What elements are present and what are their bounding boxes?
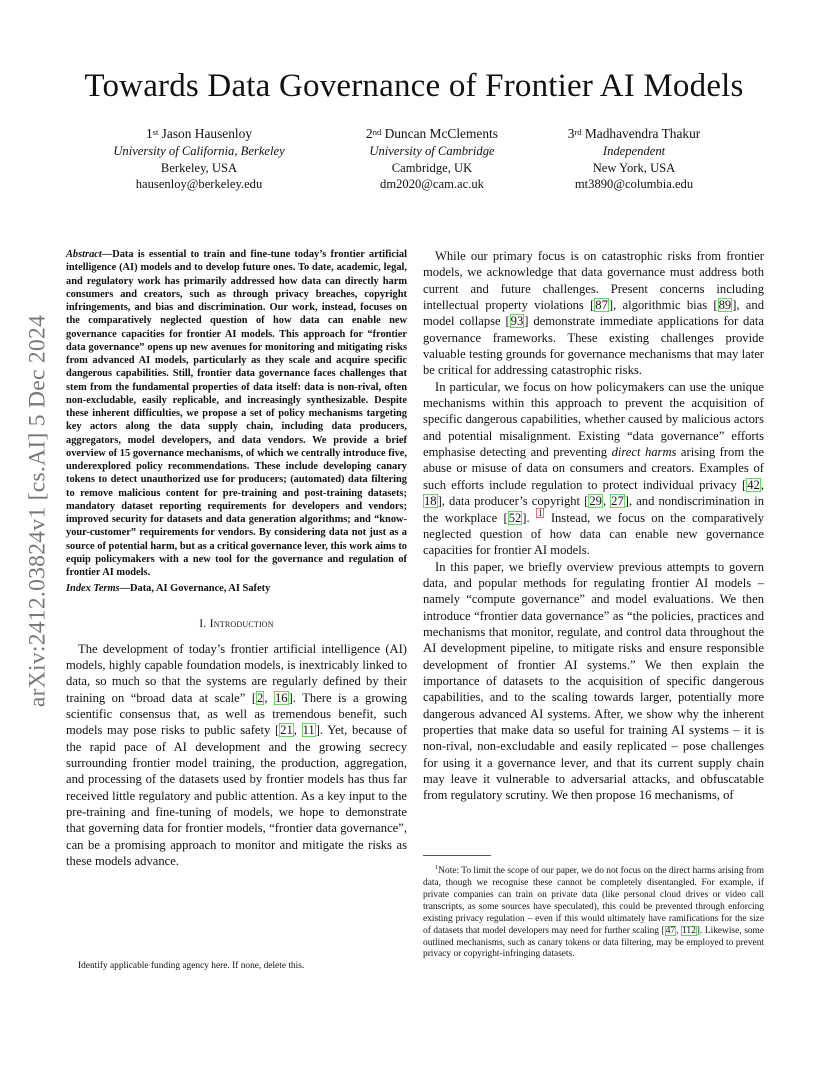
text-span: ]. Likewise, some outlined mechanisms, such as canary tokens or data filtering, may be employed to prevent privacy or copyright-infringing datasets. xyxy=(423,925,764,960)
text-span: The development of today’s frontier artificial intelligence (AI) models, highly capable foundation models, is inextricably linked to data, so much so that the systems are regularly defined by their training on “broad data at scale” [ xyxy=(66,641,407,705)
index-terms-label: Index Terms xyxy=(66,583,120,595)
citation-link[interactable]: 112 xyxy=(682,925,696,936)
text-span: arising from the abuse or misuse of data on consumers and creators. Examples of such efforts include regulation to protect individual privacy [ xyxy=(423,445,765,492)
author-email[interactable]: dm2020@cam.ac.uk xyxy=(380,177,484,192)
intro-paragraph xyxy=(66,641,407,870)
footnote xyxy=(423,862,764,961)
text-span: , xyxy=(293,723,302,738)
index-terms: Index Terms—Data, AI Governance, AI Safety xyxy=(66,583,271,595)
body-paragraph: In this paper, we briefly overview previous attempts to govern data, and popular methods for regulating frontier AI models – namely “compute governance” and model evaluations. We then introduce “frontier data governance” as “the policies, practices and mechanisms that monitor, regulate, and control data throughout the AI development pipeline, to mitigate risks and ensure responsible development of frontier AI systems.” We then explain the importance of datasets to the acquisition of specific dangerous capabilities, and to the scaling towards larger, potentially more dangerous advanced AI systems. After, we show why the inherent properties that make data so useful for training AI systems – it is non-rival, non-excludable and easily replicated – pose challenges for using it a governance lever, and that its current supply chain may leave it vulnerable to adversarial attacks, and obfuscatable from regulatory scrutiny. We then propose 16 mechanisms, of xyxy=(423,559,764,803)
author-1 xyxy=(69,126,329,193)
text-span: ], data producer’s copyright [ xyxy=(437,494,589,509)
author-location: Berkeley, USA xyxy=(160,160,238,175)
text-span: In particular, we focus on how policymakers can use the unique mechanisms within this approach to prevent the acquisition of specific dangerous capabilities, whether caused by malicious actors and potential misalignment. Existing “data governance” efforts emphasise detecting and preventing xyxy=(423,379,764,460)
text-span: , xyxy=(602,494,611,509)
right-column xyxy=(423,248,764,804)
author-ordinal-suffix: st xyxy=(152,127,159,137)
abstract-text: Data is essential to train and fine-tune today’s frontier artificial intelligence (AI) models and to develop future ones. To date, academic, legal, and regulatory work has primarily addressed how data can directly harm consumers and creators, such as through privacy breaches, copyright infringements, and bias and discrimination. Our work, instead, focuses on the comparatively neglected question of how data can enable new governance capacities for frontier AI models. This approach for “frontier data governance” opens up new avenues for monitoring and mitigating risks from advanced AI models, particularly as they scale and acquire specific dangerous capabilities. Still, frontier data governance faces challenges that stem from the fundamental properties of data itself: data is non-rival, often non-excludable, easily replicable, and increasingly synthesizable. Despite these inherent difficulties, we propose a set of policy mechanisms targeting key actors along the data supply chain, including data producers, aggregators, model developers, and data vendors. We provide a brief overview of 15 governance mechanisms, of which we centrally introduce five, underexplored policy recommendations. These include developing canary tokens to detect unauthorized use for producers; (automated) data filtering to remove malicious content for pre-training and post-training datasets; mandatory dataset reporting requirements for developers and vendors; improved security for datasets and data generation algorithms; and “know-your-customer” requirements for vendors. By considering data not just as a source of potential harm, but as a critical governance lever, this work aims to equip policymakers with a new tool for the governance and regulation of frontier AI models. xyxy=(66,249,407,578)
author-name: Duncan McClements xyxy=(384,126,498,141)
author-ordinal: 1 xyxy=(145,126,153,141)
section-title: Introduction xyxy=(209,615,274,630)
author-ordinal-suffix: rd xyxy=(574,127,582,137)
author-ordinal: 3 xyxy=(567,126,575,141)
text-span: Instead, we focus on the comparatively neglected question of how data can enable new governance capacities for frontier AI models. xyxy=(423,510,764,558)
paper-title: Towards Data Governance of Frontier AI Models xyxy=(84,68,744,104)
author-affiliation: University of Cambridge xyxy=(369,143,495,158)
citation-link[interactable]: 29 xyxy=(589,494,602,509)
citation-link[interactable]: 47 xyxy=(665,925,676,936)
index-terms-text: Data, AI Governance, AI Safety xyxy=(130,583,271,595)
body-paragraph xyxy=(423,379,764,559)
text-span: While our primary focus is on catastrophic risks from frontier models, we acknowledge that data governance must address both current and future challenges. Present concerns including intellectual property violations [ xyxy=(423,249,764,313)
citation-link[interactable]: 2 xyxy=(257,690,264,705)
author-affiliation: Independent xyxy=(602,143,666,158)
citation-link[interactable]: 42 xyxy=(747,477,760,492)
text-span: , xyxy=(760,477,764,492)
citation-link[interactable]: 52 xyxy=(508,510,522,525)
text-span: ], and model collapse [ xyxy=(423,298,764,329)
citation-link[interactable]: 21 xyxy=(280,723,293,738)
text-span: ] demonstrate immediate applications for data governance frameworks. These existing challenges provide valuable testing grounds for governance mechanisms that may later be critical for addressing catastrophic risks. xyxy=(423,314,765,378)
author-email[interactable]: hausenloy@berkeley.edu xyxy=(135,177,263,192)
author-3 xyxy=(504,126,764,193)
citation-link[interactable]: 16 xyxy=(274,690,288,705)
text-span: , xyxy=(676,925,682,936)
citation-link[interactable]: 93 xyxy=(510,314,524,329)
citation-link[interactable]: 11 xyxy=(302,723,315,738)
text-span: Note: To limit the scope of our paper, we do not focus on the direct harms arising from data, though we recognise these cannot be completely disentangled. For example, if private companies can train on private data (like personal cloud drives or video call transcripts, as some sources have speculated), this could be prevented through enforcing existing privacy regulation – even if this would ultimately have ramifications for the size of datasets that model developers may need for further scaling [ xyxy=(423,866,764,936)
arxiv-stamp-text: arXiv:2412.03824v1 [cs.AI] 5 Dec 2024 xyxy=(24,314,51,707)
text-span: ], algorithmic bias [ xyxy=(608,298,718,313)
citation-link[interactable]: 87 xyxy=(595,298,608,313)
author-block xyxy=(0,126,828,198)
citation-link[interactable]: 18 xyxy=(424,494,437,509)
author-email[interactable]: mt3890@columbia.edu xyxy=(574,177,694,192)
section-number: I. xyxy=(199,615,207,630)
text-span: ]. xyxy=(522,510,536,525)
author-location: Cambridge, UK xyxy=(391,160,473,175)
citation-link[interactable]: 89 xyxy=(718,298,732,313)
text-span: ]. Yet, because of the rapid pace of AI development and the growing secrecy surrounding frontier model training, the production, aggregation, and processing of the datasets used by frontier models has thus far received little regulatory and public attention. As a key input to the pre-training and fine-tuning of models, we hope to demonstrate that governing data for frontier models, “frontier data governance”, can be a promising approach to monitor and mitigate the risks as these models advance. xyxy=(66,723,408,868)
author-name: Madhavendra Thakur xyxy=(584,126,701,141)
emphasis-text: direct harms xyxy=(611,445,677,460)
author-name: Jason Hausenloy xyxy=(161,126,253,141)
author-ordinal: 2 xyxy=(366,126,373,141)
arxiv-stamp[interactable] xyxy=(20,258,56,763)
text-span: ]. There is a growing scientific consensus that, as well as tremendous benefit, such models may pose risks to public safety [ xyxy=(66,690,408,738)
author-location: New York, USA xyxy=(592,160,676,175)
footnote-link[interactable]: 1 xyxy=(537,508,543,519)
left-column xyxy=(66,248,407,869)
text-span: ], and nondiscrimination in the workplace [ xyxy=(423,494,764,525)
author-affiliation: University of California, Berkeley xyxy=(113,143,285,158)
footnote-divider xyxy=(423,855,491,856)
text-span: , xyxy=(264,690,274,705)
abstract: Abstract—Data is essential to train and fine-tune today’s frontier artificial intelligence (AI) models and to develop future ones. To date, academic, legal, and regulatory work has primarily addressed how data can directly harm consumers and creators, such as through privacy breaches, copyright infringements, and bias and discrimination. Our work, instead, focuses on the comparatively neglected question of how data can enable new governance capacities for frontier AI models. This approach for “frontier data governance” opens up new avenues for monitoring and mitigating risks from advanced AI models, particularly as they scale and acquire specific dangerous capabilities. Still, frontier data governance faces challenges that stem from the fundamental properties of data itself: data is non-rival, often non-excludable, easily replicable, and increasingly synthesizable. Despite these inherent difficulties, we propose a set of policy mechanisms targeting key actors along the data supply chain, including data producers, aggregators, model developers, and data vendors. We provide a brief overview of 15 governance mechanisms, of which we centrally introduce five, underexplored policy recommendations. These include developing canary tokens to detect unauthorized use for producers; (automated) data filtering to remove malicious content for pre-training and post-training datasets; mandatory dataset reporting requirements for developers and vendors; improved security for datasets and data generation algorithms; and “know-your-customer” requirements for vendors. By considering data not just as a source of potential harm, but as a critical governance lever, this work aims to equip policymakers with a new tool for the governance and regulation of frontier AI models. xyxy=(66,249,407,578)
funding-note: Identify applicable funding agency here. If none, delete this. xyxy=(78,961,305,971)
body-paragraph xyxy=(423,248,764,379)
section-heading xyxy=(66,616,407,631)
footnote-mark: 1 xyxy=(435,864,439,871)
citation-link[interactable]: 27 xyxy=(611,494,624,509)
author-ordinal-suffix: nd xyxy=(372,127,382,137)
abstract-label: Abstract xyxy=(66,249,102,260)
